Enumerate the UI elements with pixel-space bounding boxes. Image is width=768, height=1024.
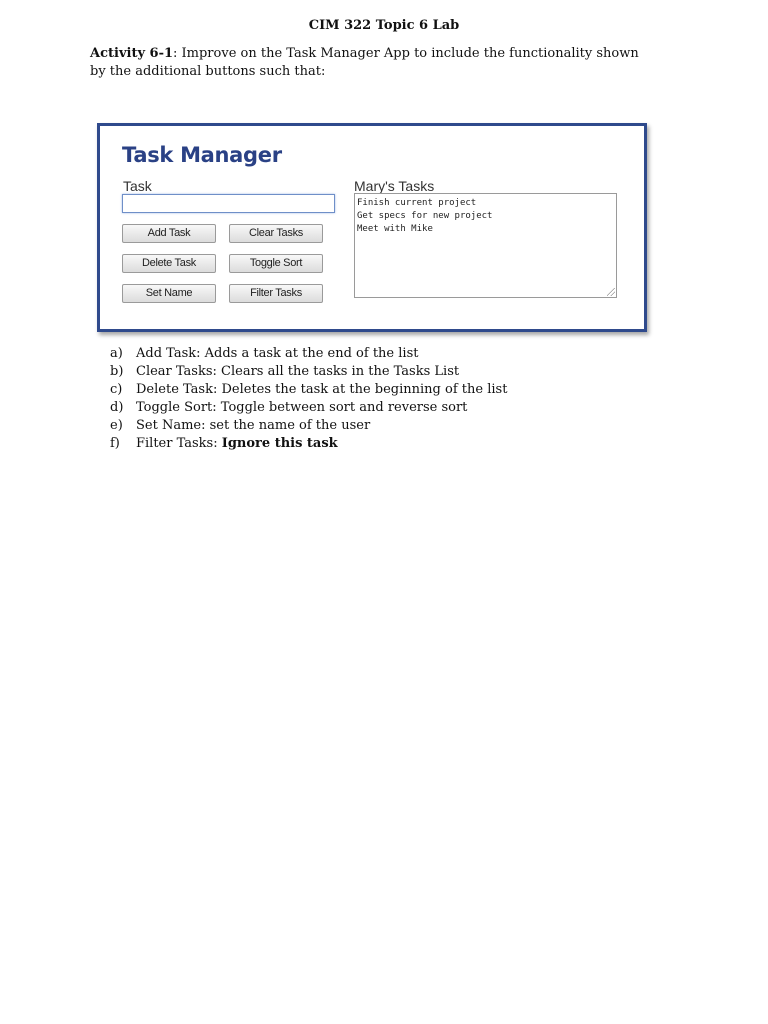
- task-list-item: Get specs for new project: [357, 211, 493, 221]
- list-marker: c): [110, 382, 123, 397]
- list-item: [110, 363, 650, 381]
- list-item: [110, 381, 650, 399]
- list-marker: d): [110, 400, 124, 415]
- task-label: Task: [123, 178, 152, 194]
- activity-intro: [90, 45, 650, 81]
- list-marker: e): [110, 418, 123, 433]
- task-input[interactable]: [122, 194, 335, 213]
- list-marker: f): [110, 436, 120, 451]
- list-item: [110, 417, 650, 435]
- requirements-list: [110, 345, 650, 453]
- list-item: [110, 345, 650, 363]
- list-marker: b): [110, 364, 124, 379]
- task-list-label: Mary's Tasks: [354, 178, 435, 194]
- list-item-text: Clear Tasks: Clears all the tasks in the Tasks List: [136, 364, 460, 379]
- activity-label: Activity 6-1: [90, 46, 174, 61]
- list-item-text: Toggle Sort: Toggle between sort and reverse sort: [136, 400, 468, 415]
- set-name-button[interactable]: Set Name: [122, 284, 216, 303]
- document-title: CIM 322 Topic 6 Lab: [308, 18, 460, 33]
- list-item-emphasis: Ignore this task: [221, 436, 338, 451]
- task-list-item: Meet with Mike: [357, 224, 433, 234]
- toggle-sort-button[interactable]: Toggle Sort: [229, 254, 323, 273]
- list-marker: a): [110, 346, 123, 361]
- app-title: Task Manager: [122, 143, 282, 167]
- add-task-button[interactable]: Add Task: [122, 224, 216, 243]
- list-item: [110, 399, 650, 417]
- task-list-item: Finish current project: [357, 198, 477, 208]
- list-item-text: Delete Task: Deletes the task at the beginning of the list: [136, 382, 508, 397]
- list-item-text: Filter Tasks:: [136, 436, 222, 451]
- delete-task-button[interactable]: Delete Task: [122, 254, 216, 273]
- activity-text: : Improve on the Task Manager App to include the functionality shown by the additional buttons such that:: [90, 46, 639, 79]
- filter-tasks-button[interactable]: Filter Tasks: [229, 284, 323, 303]
- task-list[interactable]: [354, 193, 617, 298]
- task-manager-screenshot: [97, 123, 647, 332]
- list-item-text: Add Task: Adds a task at the end of the list: [136, 346, 419, 361]
- list-item: [110, 435, 650, 453]
- list-item-text: Set Name: set the name of the user: [136, 418, 371, 433]
- clear-tasks-button[interactable]: Clear Tasks: [229, 224, 323, 243]
- resize-grip-icon[interactable]: [607, 288, 615, 296]
